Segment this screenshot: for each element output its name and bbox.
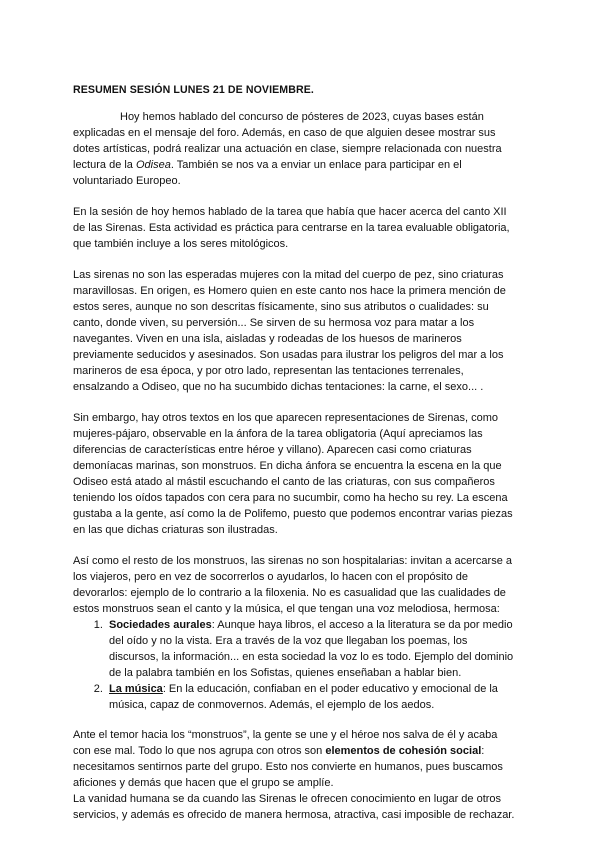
list-item-lead: Sociedades aurales bbox=[109, 619, 212, 631]
list-item bbox=[106, 681, 516, 713]
intro-text-end: . También se nos va a enviar un enlace para participar en el voluntariado Europeo. bbox=[73, 159, 462, 187]
intro-text: Hoy hemos hablado del concurso de pósteres de 2023, cuyas bases están explicadas en el mensaje del foro. Además, en caso de que alguien desee mostrar sus dotes artísticas, podrá realizar una actuación en clase, siempre relacionada con nuestra lectura de la bbox=[73, 111, 502, 171]
paragraph-intro bbox=[73, 109, 516, 189]
cohesion-text: Ante el temor hacia los “monstruos”, la gente se une y el héroe nos salva de él y acaba con ese mal. Todo lo que nos agrupa con otros son bbox=[73, 729, 498, 757]
cohesion-bold: elementos de cohesión social bbox=[325, 745, 482, 757]
paragraph-monsters: Así como el resto de los monstruos, las sirenas no son hospitalarias: invitan a acercarse a los viajeros, pero en vez de socorrerlos o ayudarlos, lo hacen con el propósito de devorarlos: ejemplo de lo contrario a la filoxenia. No es casualidad que las cualidades de estos monstruos sean el canto y la música, el que tengan una voz melodiosa, hermosa: bbox=[73, 555, 512, 615]
paragraph-cohesion bbox=[73, 727, 516, 791]
numbered-list bbox=[73, 617, 516, 713]
document-title: RESUMEN SESIÓN LUNES 21 DE NOVIEMBRE. bbox=[73, 84, 314, 96]
paragraph-task: En la sesión de hoy hemos hablado de la tarea que había que hacer acerca del canto XII de las Sirenas. Esta actividad es práctica para centrarse en la tarea evaluable obligatoria, que también incluye a los seres mitológicos. bbox=[73, 206, 510, 250]
paragraph-sirens-representations: Sin embargo, hay otros textos en los que aparecen representaciones de Sirenas, como mujeres-pájaro, observable en la ánfora de la tarea obligatoria (Aquí apreciamos las diferencias de características entre héroe y villano). Aparecen casi como criaturas demoníacas marinas, son monstruos. En dicha ánfora se encuentra la escena en la que Odiseo está atado al mástil escuchando el canto de las criaturas, con sus compañeros teniendo los oídos tapados con cera para no sucumbir, como ha hecho su rey. La escena gustaba a la gente, así como la de Polifemo, puesto que podemos encontrar varias piezas en las que dichas criaturas son ilustradas. bbox=[73, 412, 513, 536]
cohesion-text-end: : necesitamos sentirnos parte del grupo. Esto nos convierte en humanos, pues buscamos aficiones y demás que hacen que el grupo se amplíe. bbox=[73, 745, 503, 789]
list-item-lead: La música bbox=[109, 683, 163, 695]
list-item-text: : En la educación, confiaban en el poder educativo y emocional de la música, capaz de conmovernos. Además, el ejemplo de los aedos. bbox=[109, 683, 498, 711]
paragraph-vanity: La vanidad humana se da cuando las Sirenas le ofrecen conocimiento en lugar de otros servicios, y además es ofrecido de manera hermosa, atractiva, casi imposible de rechazar. bbox=[73, 793, 515, 821]
odisea-italic: Odisea bbox=[135, 159, 171, 171]
paragraph-sirens-origin: Las sirenas no son las esperadas mujeres con la mitad del cuerpo de pez, sino criaturas maravillosas. En origen, es Homero quien en este canto nos hace la primera mención de estos seres, aunque no son descritas físicamente, sino sus atributos o cualidades: su canto, donde viven, su perversión... Se sirven de su hermosa voz para matar a los navegantes. Viven en una isla, aisladas y rodeadas de los huesos de marineros previamente seducidos y asesinados. Son usadas para ilustrar los peligros del mar a los marineros de esa época, y por otro lado, representan las tentaciones terrenales, ensalzando a Odiseo, que no ha sucumbido dichas tentaciones: la carne, el sexo... . bbox=[73, 269, 506, 393]
list-item-text: : Aunque haya libros, el acceso a la literatura se da por medio del oído y no la vista. Era a través de la voz que llegaban los poemas, los discursos, la información... en esta sociedad la voz lo es todo. Ejemplo del dominio de la palabra también en los Sofistas, quienes enseñaban a hablar bien. bbox=[109, 619, 514, 679]
list-item bbox=[106, 617, 516, 681]
